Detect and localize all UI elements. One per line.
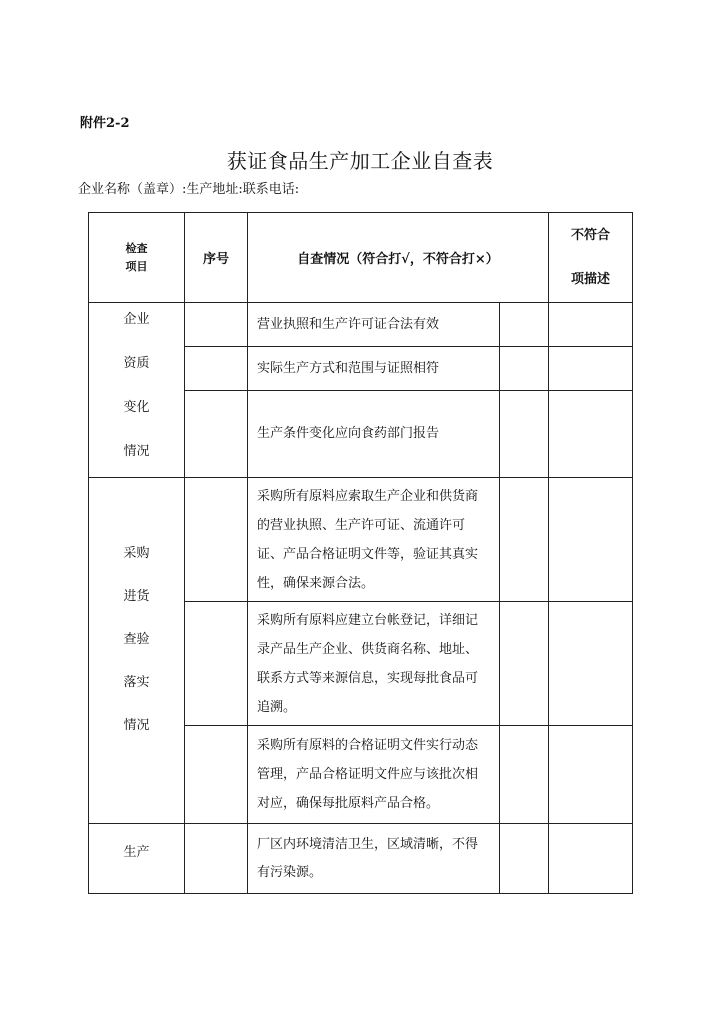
check-mark-cell[interactable] [500, 478, 549, 602]
seq-cell[interactable] [185, 726, 248, 824]
page-title: 获证食品生产加工企业自查表 [226, 149, 494, 173]
section-category-cell: 采购 进货 查验 落实 情况 [89, 478, 185, 824]
check-item-text: 实际生产方式和范围与证照相符 [248, 347, 500, 391]
header-row [89, 213, 633, 303]
header-seq: 序号 [185, 213, 248, 303]
header-self-check: 自查情况（符合打√，不符合打×） [248, 213, 549, 303]
noncompliance-desc-cell[interactable] [549, 303, 633, 347]
annex-label: 附件2-2 [80, 116, 130, 131]
seq-cell[interactable] [185, 391, 248, 478]
check-mark-cell[interactable] [500, 602, 549, 726]
table-row [89, 824, 633, 894]
header-category: 检查 项目 [89, 213, 185, 303]
seq-cell[interactable] [185, 602, 248, 726]
noncompliance-desc-cell[interactable] [549, 824, 633, 894]
check-mark-cell[interactable] [500, 303, 549, 347]
noncompliance-desc-cell[interactable] [549, 602, 633, 726]
check-mark-cell[interactable] [500, 347, 549, 391]
check-item-text: 营业执照和生产许可证合法有效 [248, 303, 500, 347]
check-item-text: 采购所有原料应索取生产企业和供货商的营业执照、生产许可证、流通许可证、产品合格证明文件等，验证其真实性，确保来源合法。 [248, 478, 500, 602]
check-mark-cell[interactable] [500, 824, 549, 894]
check-item-text: 厂区内环境清洁卫生，区域清晰，不得有污染源。 [248, 824, 500, 894]
seq-cell[interactable] [185, 478, 248, 602]
noncompliance-desc-cell[interactable] [549, 478, 633, 602]
check-item-text: 生产条件变化应向食药部门报告 [248, 391, 500, 478]
check-item-text: 采购所有原料应建立台帐登记，详细记录产品生产企业、供货商名称、地址、联系方式等来源信息，实现每批食品可追溯。 [248, 602, 500, 726]
check-mark-cell[interactable] [500, 391, 549, 478]
section-category-cell: 生产 [89, 824, 185, 894]
seq-cell[interactable] [185, 824, 248, 894]
check-mark-cell[interactable] [500, 726, 549, 824]
check-item-text: 采购所有原料的合格证明文件实行动态管理，产品合格证明文件应与该批次相对应，确保每批原料产品合格。 [248, 726, 500, 824]
table-row [89, 478, 633, 602]
table-row [89, 303, 633, 347]
section-category-cell: 企业 资质 变化 情况 [89, 303, 185, 478]
seq-cell[interactable] [185, 303, 248, 347]
noncompliance-desc-cell[interactable] [549, 726, 633, 824]
self-check-table [88, 212, 633, 894]
header-noncompliance: 不符合 项描述 [549, 213, 633, 303]
noncompliance-desc-cell[interactable] [549, 347, 633, 391]
noncompliance-desc-cell[interactable] [549, 391, 633, 478]
seq-cell[interactable] [185, 347, 248, 391]
company-info-line: 企业名称（盖章）:生产地址:联系电话: [78, 182, 300, 197]
